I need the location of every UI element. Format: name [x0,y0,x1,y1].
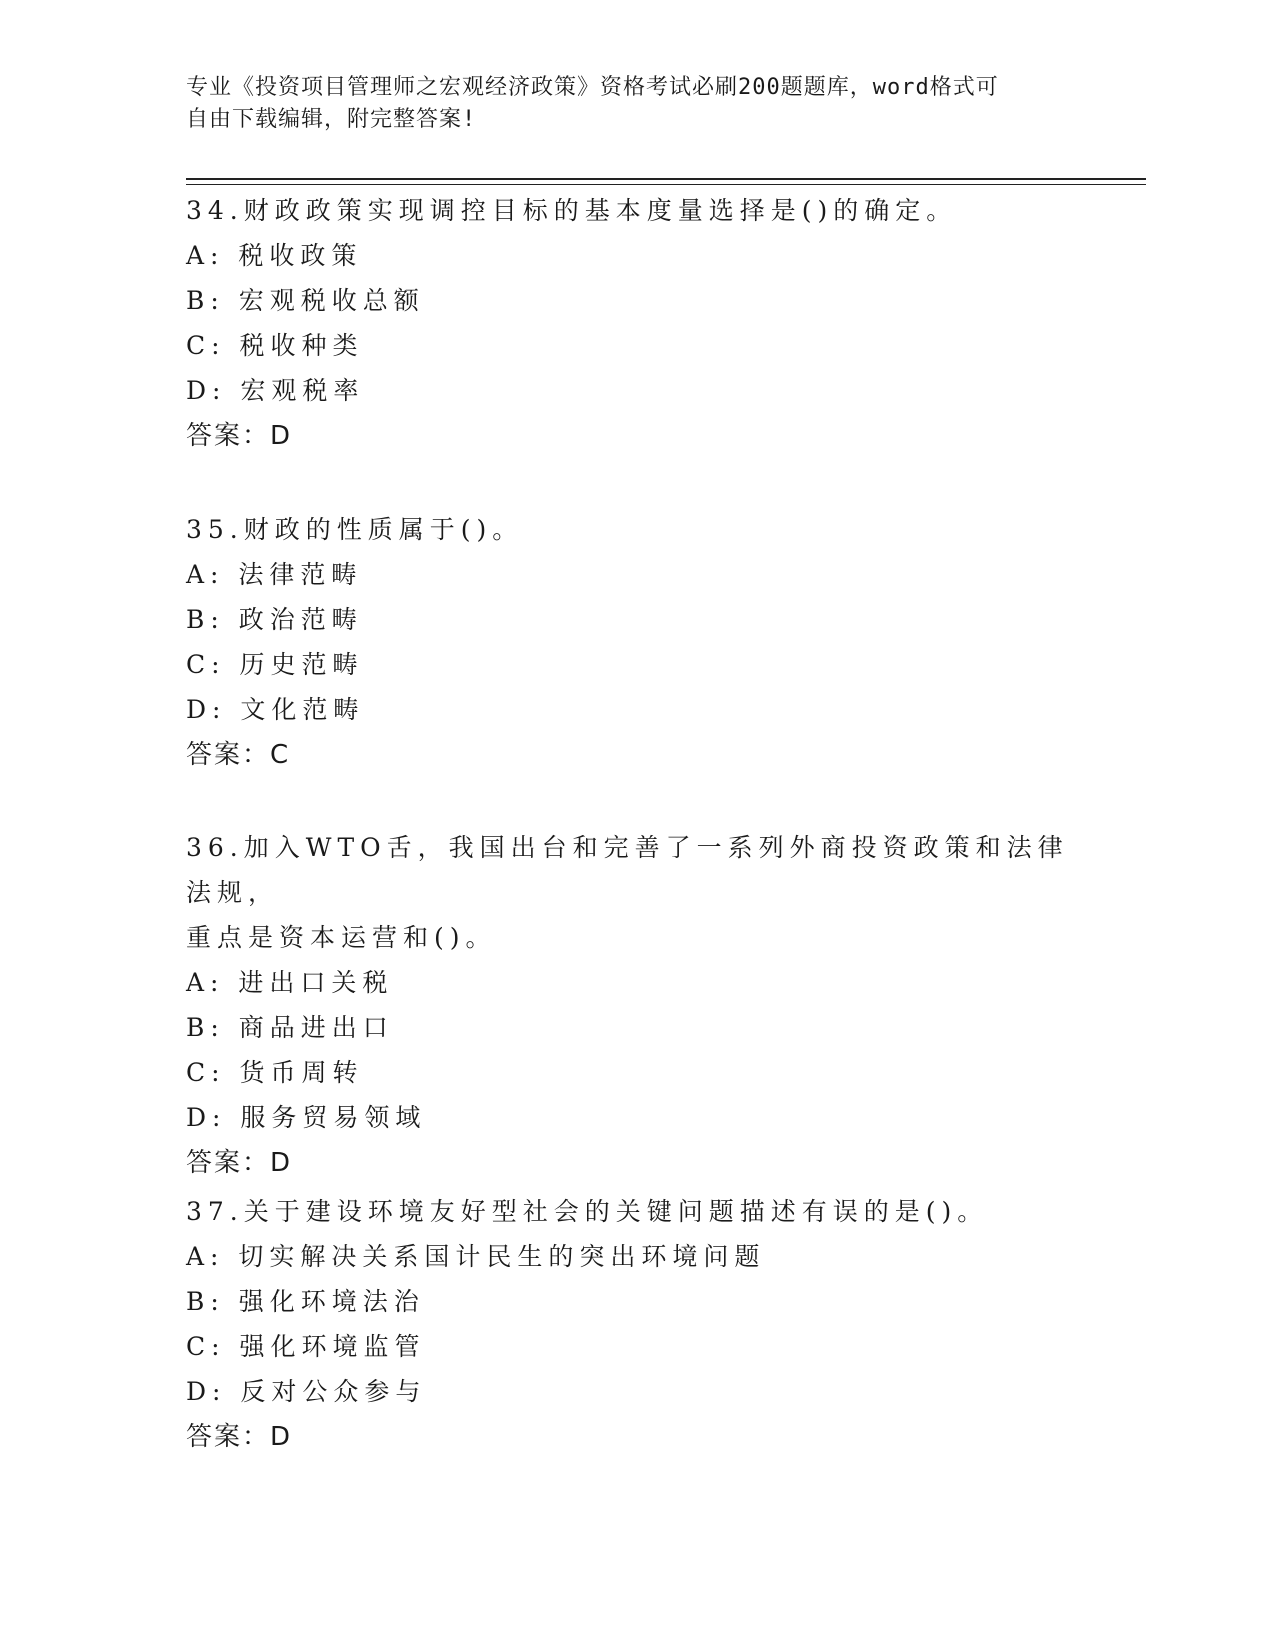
question-text: 34.财政政策实现调控目标的基本度量选择是()的确定。 [186,196,958,225]
question-37 [186,1189,1086,1460]
option-a: A: 进出口关税 [186,968,394,997]
option-d: D: 服务贸易领域 [186,1103,427,1132]
intro-line-2: 自由下载编辑，附完整答案! [186,107,477,132]
option-c: C: 历史范畴 [186,650,364,679]
option-b: B: 商品进出口 [186,1013,394,1042]
option-a: A: 税收政策 [186,241,363,270]
answer-line: 答案：D [186,1422,293,1452]
header-divider-thin [186,184,1146,185]
question-34 [186,188,1086,459]
option-a: A: 法律范畴 [186,560,363,589]
question-text-line-1: 36.加入WTO舌，我国出台和完善了一系列外商投资政策和法律法规， [186,833,1069,907]
option-b: B: 宏观税收总额 [186,286,425,315]
question-text: 37.关于建设环境友好型社会的关键问题描述有误的是()。 [186,1197,989,1226]
answer-line: 答案：D [186,1148,293,1178]
question-text: 35.财政的性质属于()。 [186,515,524,544]
option-c: C: 税收种类 [186,331,364,360]
option-b: B: 政治范畴 [186,605,363,634]
answer-line: 答案：D [186,421,293,451]
question-text-line-2: 重点是资本运营和()。 [186,923,497,952]
header-divider-thick [186,178,1146,180]
question-36 [186,825,1086,1186]
option-d: D: 反对公众参与 [186,1377,427,1406]
question-35 [186,507,1086,778]
answer-line: 答案：C [186,740,291,770]
option-d: D: 宏观税率 [186,376,365,405]
intro-line-1: 专业《投资项目管理师之宏观经济政策》资格考试必刷200题题库，word格式可 [186,75,999,100]
option-c: C: 强化环境监管 [186,1332,426,1361]
option-c: C: 货币周转 [186,1058,364,1087]
document-intro [186,72,1066,136]
option-d: D: 文化范畴 [186,695,365,724]
option-b: B: 强化环境法治 [186,1287,425,1316]
option-a: A: 切实解决关系国计民生的突出环境问题 [186,1242,766,1271]
